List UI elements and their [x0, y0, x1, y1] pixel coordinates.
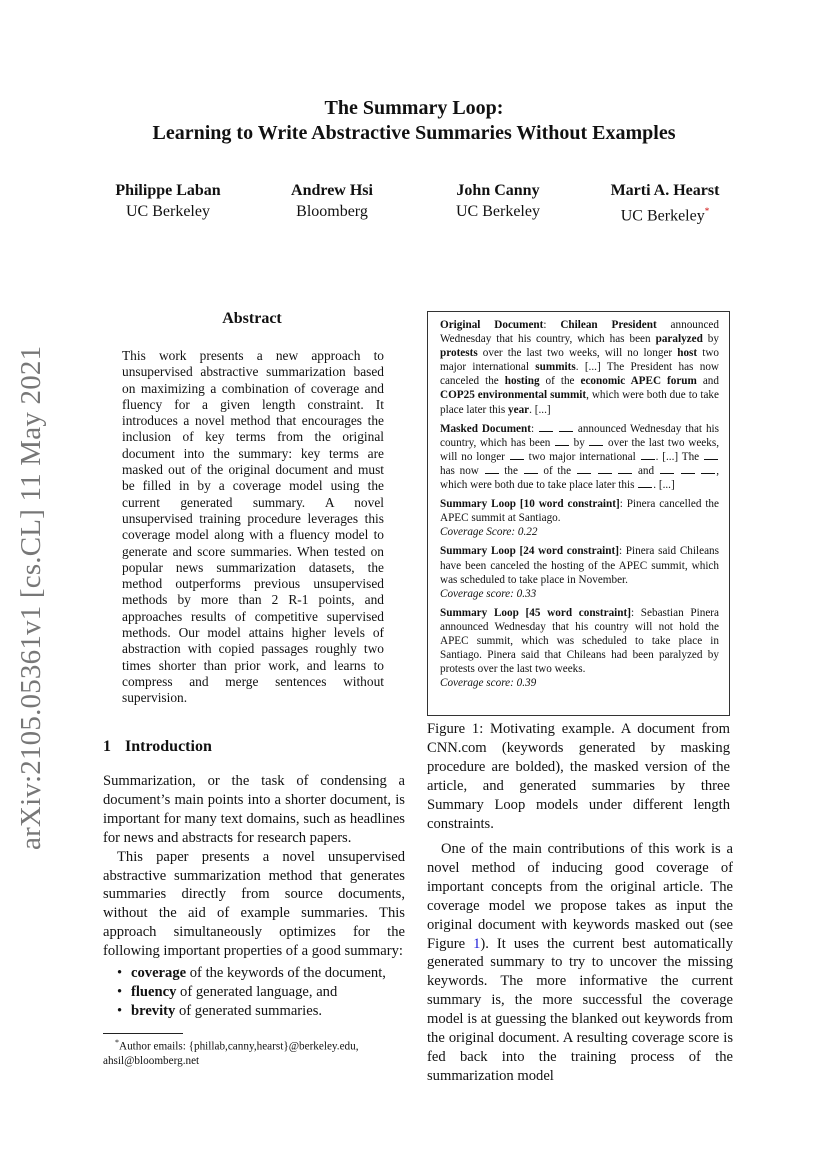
author-4 [580, 180, 750, 226]
paper-title-line1: The Summary Loop: [324, 97, 504, 119]
list-item [117, 964, 405, 983]
figure-caption: Figure 1: Motivating example. A document from CNN.com (keywords generated by masking procedure are bolded), the masked version of the article, and generated summaries by three Summary Loop models under different length constraints. [427, 721, 730, 832]
author-affiliation: UC Berkeley [126, 203, 210, 220]
author-affiliation: UC Berkeley [456, 203, 540, 220]
author-name: John Canny [456, 182, 540, 199]
summary-24-text: : Pinera said Chileans have been canceled the hosting of the APEC summit, which was scheduled to take place in November. [440, 545, 719, 586]
arxiv-stamp: arXiv:2105.05361v1 [cs.CL] 11 May 2021 [15, 345, 47, 850]
right-paragraph-text: One of the main contributions of this work is a novel method of inducing good coverage of important concepts from the original article. The coverage model we propose takes as input the original document with keywords masked out (see Figure [427, 841, 733, 952]
author-name: Philippe Laban [115, 182, 221, 199]
summary-10 [440, 497, 719, 539]
right-paragraph-text-end: ). It uses the current best automatically generated summary to try to uncover the missing keywords. The more informative the current summary is, the more successful the coverage model is at guessing the blanked out keywords from the original document. A resulting coverage score is fed back into the training process of the summarization model [427, 935, 733, 1084]
author-2 [247, 180, 417, 222]
footnote-text: Author emails: {phillab,canny,hearst}@berkeley.edu, ahsil@bloomberg.net [103, 1040, 359, 1068]
intro-paragraph-2: This paper presents a novel unsupervised abstractive summarization method that generates summaries directly from source documents, without the aid of example summaries. This approach simultaneously optimizes for the following important properties of a good summary: [103, 848, 405, 960]
figure-content [440, 318, 719, 695]
list-item [117, 1002, 405, 1021]
section-title: Introduction [125, 738, 212, 755]
summary-45 [440, 606, 719, 691]
section-heading [103, 738, 212, 756]
author-name: Andrew Hsi [291, 182, 373, 199]
list-item [117, 983, 405, 1002]
author-affiliation: Bloomberg [296, 203, 368, 220]
property-keyword: fluency [131, 983, 177, 1000]
summary-10-label: Summary Loop [10 word constraint] [440, 498, 620, 511]
property-keyword: coverage [131, 965, 187, 982]
original-document-label: Original Document [440, 319, 544, 331]
paper-title-line2: Learning to Write Abstractive Summaries Without Examples [152, 122, 676, 144]
footnote [103, 1036, 405, 1069]
footnote-rule [103, 1033, 183, 1034]
intro-paragraph-1: Summarization, or the task of condensing a document’s main points into a shorter document, is important for many text domains, such as headlines for news and abstracts for research papers. [103, 773, 405, 846]
properties-list [103, 964, 405, 1021]
author-affiliation-text: UC Berkeley [620, 207, 705, 225]
summary-10-score: Coverage Score: 0.22 [440, 526, 538, 539]
figure-reference-link[interactable]: 1 [473, 935, 481, 952]
abstract-heading: Abstract [222, 310, 282, 327]
abstract-text: This work presents a new approach to unsupervised abstractive summarization based on maximizing a combination of coverage and fluency for a given length constraint. It introduces a novel method that encourages the inclusion of key terms from the original document into the summary: key terms are masked out of the original document and must be filled in by a coverage model using the current generated summary. A novel unsupervised training procedure leverages this coverage model along with a fluency model to generate and score summaries. When tested on popular news summarization datasets, the method outperforms previous unsupervised methods by more than 2 R-1 points, and approaches results of competitive supervised methods. Our model attains higher levels of abstraction with copied passages roughly two times shorter than prior work, and learns to compress and merge sentences without supervision. [122, 348, 384, 706]
summary-24 [440, 544, 719, 600]
author-name: Marti A. Hearst [610, 182, 720, 199]
summary-45-label: Summary Loop [45 word constraint] [440, 606, 631, 619]
summary-24-label: Summary Loop [24 word constraint] [440, 545, 619, 558]
property-text: of the keywords of the document, [186, 965, 386, 982]
intro-body [103, 772, 405, 1021]
masked-document-label: Masked Document [440, 422, 531, 435]
property-keyword: brevity [131, 1002, 176, 1019]
summary-24-score: Coverage score: 0.33 [440, 587, 537, 600]
property-text: of generated summaries. [175, 1002, 323, 1019]
right-paragraph [427, 840, 733, 1086]
footnote-marker: * [704, 206, 710, 216]
author-1 [83, 180, 253, 222]
author-affiliation [580, 201, 750, 226]
author-3 [413, 180, 583, 222]
property-text: of generated language, and [176, 983, 338, 1000]
summary-10-text: : Pinera cancelled the APEC summit at Santiago. [440, 498, 719, 525]
footnote-mark: * [115, 1038, 119, 1047]
summary-45-score: Coverage score: 0.39 [440, 677, 537, 690]
masked-document: Masked Document: announced Wednesday that his country, which has been by over the last two weeks, will no longer two major international . [...] The has now the of the and , which were both due to take place later this . [...] [440, 422, 720, 492]
summary-45-text: : Sebastian Pinera announced Wednesday that his country will not hold the APEC summit, which was scheduled to take place in Santiago. Pinera said that Chileans had been paralyzed by protests over the last two weeks. [440, 606, 719, 676]
section-number: 1 [103, 738, 111, 755]
original-document: Original Document: Chilean President announced Wednesday that his country, which has been paralyzed by protests over the last two weeks, will no longer host two major international summits. [...] The President has now canceled the hosting of the economic APEC forum and COP25 environmental summit, which were both due to take place later this year. [...] [440, 319, 720, 416]
